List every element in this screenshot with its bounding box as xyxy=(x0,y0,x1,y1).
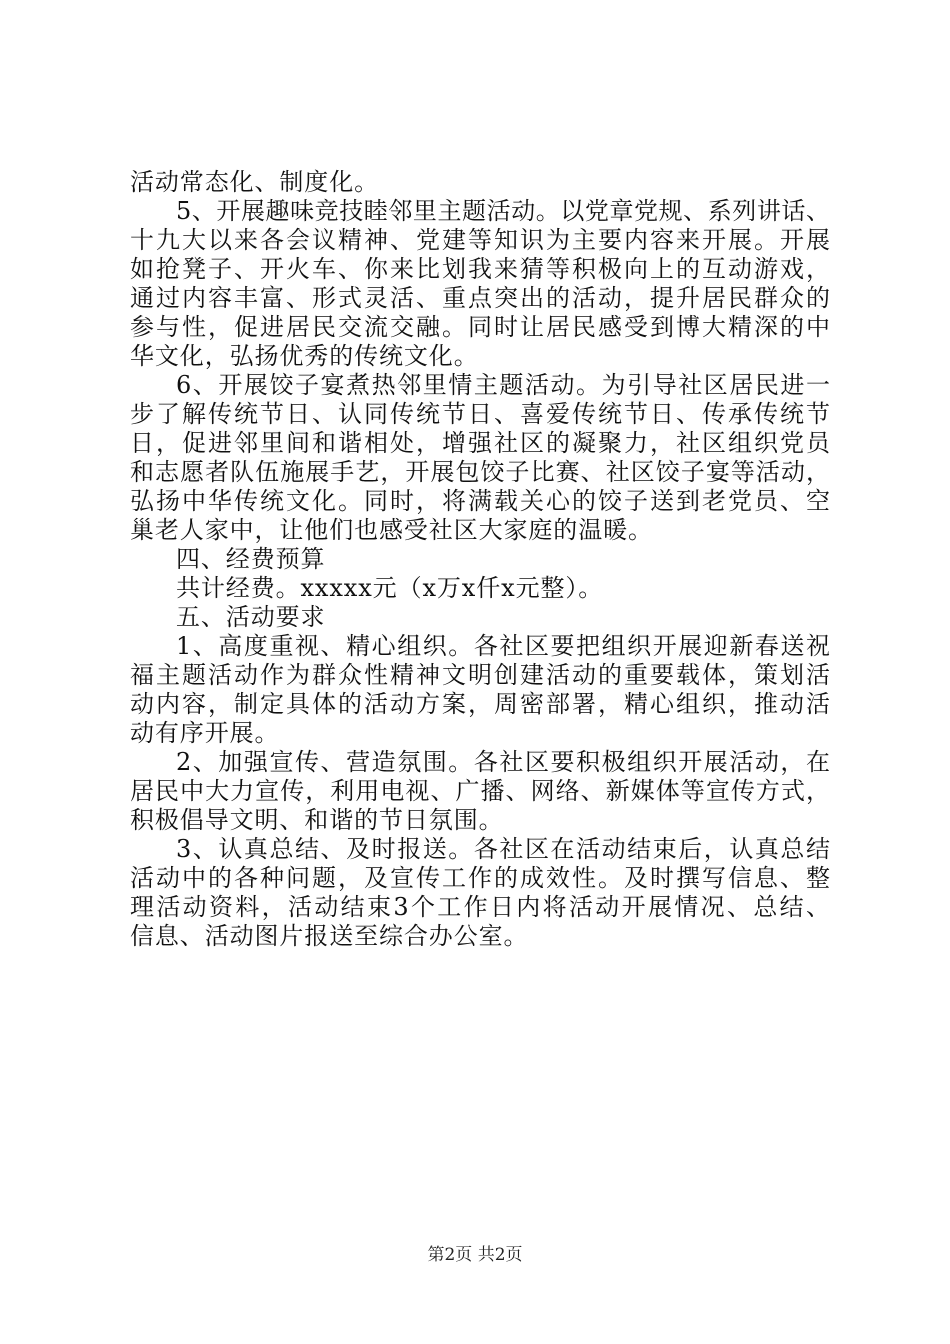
text-line: 五、活动要求 xyxy=(176,603,326,631)
paragraph xyxy=(130,603,830,632)
text-line: 四、经费预算 xyxy=(176,545,326,573)
text-line: 动有序开展。 xyxy=(130,719,280,747)
text-line: 2、加强宣传、营造氛围。各社区要积极组织开展活动，在 xyxy=(176,748,830,776)
text-line: 步了解传统节日、认同传统节日、喜爱传统节日、传承传统节 xyxy=(130,400,830,428)
text-line: 6、开展饺子宴煮热邻里情主题活动。为引导社区居民进一 xyxy=(176,371,830,399)
text-line: 日，促进邻里间和谐相处，增强社区的凝聚力，社区组织党员 xyxy=(130,429,830,457)
text-line: 十九大以来各会议精神、党建等知识为主要内容来开展。开展 xyxy=(130,226,830,254)
text-line: 如抢凳子、开火车、你来比划我来猜等积极向上的互动游戏， xyxy=(130,255,830,283)
paragraph xyxy=(130,574,830,603)
page-footer: 第2页 共2页 xyxy=(427,1245,523,1265)
paragraph xyxy=(130,371,830,545)
text-line: 福主题活动作为群众性精神文明创建活动的重要载体，策划活 xyxy=(130,661,830,689)
text-line: 理活动资料，活动结束3个工作日内将活动开展情况、总结、 xyxy=(130,893,830,921)
text-line: 信息、活动图片报送至综合办公室。 xyxy=(130,922,529,950)
text-line: 参与性，促进居民交流交融。同时让居民感受到博大精深的中 xyxy=(130,313,830,341)
text-line: 通过内容丰富、形式灵活、重点突出的活动，提升居民群众的 xyxy=(130,284,830,312)
text-line: 1、高度重视、精心组织。各社区要把组织开展迎新春送祝 xyxy=(176,632,830,660)
paragraph xyxy=(130,835,830,951)
text-line: 5、开展趣味竞技睦邻里主题活动。以党章党规、系列讲话、 xyxy=(176,197,830,225)
paragraph xyxy=(130,545,830,574)
document-body xyxy=(130,168,830,951)
text-line: 活动常态化、制度化。 xyxy=(130,168,379,196)
text-line: 巢老人家中，让他们也感受社区大家庭的温暖。 xyxy=(130,516,653,544)
text-line: 活动中的各种问题，及宣传工作的成效性。及时撰写信息、整 xyxy=(130,864,830,892)
text-line: 弘扬中华传统文化。同时，将满载关心的饺子送到老党员、空 xyxy=(130,487,830,515)
text-line: 共计经费。xxxxx元（x万x仟x元整）。 xyxy=(176,574,604,602)
paragraph xyxy=(130,748,830,835)
text-line: 华文化，弘扬优秀的传统文化。 xyxy=(130,342,479,370)
paragraph xyxy=(130,197,830,371)
text-line: 动内容，制定具体的活动方案，周密部署，精心组织，推动活 xyxy=(130,690,830,718)
text-line: 居民中大力宣传，利用电视、广播、网络、新媒体等宣传方式， xyxy=(130,777,830,805)
paragraph xyxy=(130,168,830,197)
paragraph xyxy=(130,632,830,748)
text-line: 3、认真总结、及时报送。各社区在活动结束后，认真总结 xyxy=(176,835,830,863)
text-line: 积极倡导文明、和谐的节日氛围。 xyxy=(130,806,504,834)
text-line: 和志愿者队伍施展手艺，开展包饺子比赛、社区饺子宴等活动， xyxy=(130,458,830,486)
